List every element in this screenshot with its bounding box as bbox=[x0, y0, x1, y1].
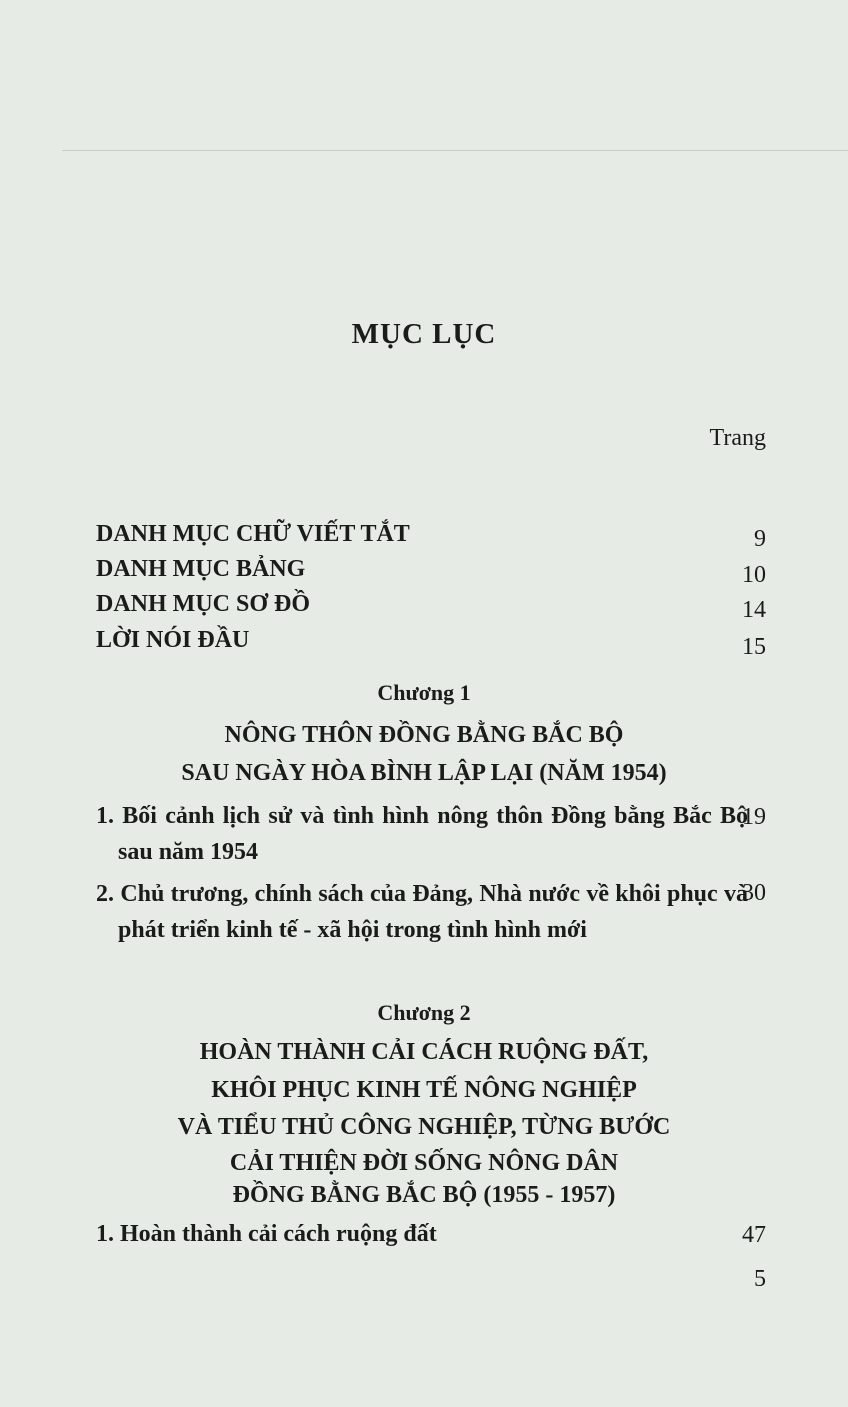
chapter1-heading: Chương 1 bbox=[377, 680, 471, 705]
toc-entry-tables: DANH MỤC BẢNG bbox=[96, 556, 306, 582]
chapter2-title-line3: VÀ TIỂU THỦ CÔNG NGHIỆP, TỪNG BƯỚC bbox=[177, 1114, 671, 1140]
chapter1-title-line2: SAU NGÀY HÒA BÌNH LẬP LẠI (NĂM 1954) bbox=[181, 760, 667, 786]
toc-entry-abbreviations: DANH MỤC CHỮ VIẾT TẮT bbox=[96, 521, 410, 547]
toc-page-tables: 10 bbox=[742, 562, 766, 588]
chapter2-title-line2: KHÔI PHỤC KINH TẾ NÔNG NGHIỆP bbox=[211, 1077, 637, 1103]
chapter2-title-line1: HOÀN THÀNH CẢI CÁCH RUỘNG ĐẤT, bbox=[199, 1039, 649, 1065]
toc-entry-preface: LỜI NÓI ĐẦU bbox=[96, 627, 250, 653]
chapter1-entry-2: 2. Chủ trương, chính sách của Đảng, Nhà nước về khôi phục và phát triển kinh tế - xã hội trong tình hình mới bbox=[96, 881, 748, 943]
chapter1-entry-2-page: 30 bbox=[742, 880, 766, 906]
chapter1-entry-1: 1. Bối cảnh lịch sử và tình hình nông thôn Đồng bằng Bắc Bộ sau năm 1954 bbox=[96, 803, 748, 865]
chapter1-title-line1: NÔNG THÔN ĐỒNG BẰNG BẮC BỘ bbox=[224, 722, 624, 748]
page-column-label: Trang bbox=[709, 425, 766, 451]
chapter2-entry-1-page: 47 bbox=[742, 1222, 766, 1248]
toc-page-diagrams: 14 bbox=[742, 597, 766, 623]
chapter2-heading: Chương 2 bbox=[377, 1000, 471, 1025]
bleed-through-rule bbox=[62, 150, 848, 151]
toc-page-abbreviations: 9 bbox=[754, 526, 766, 552]
chapter1-entry-1-page: 19 bbox=[742, 804, 766, 830]
chapter2-entry-1: 1. Hoàn thành cải cách ruộng đất bbox=[96, 1221, 437, 1247]
page-title: MỤC LỤC bbox=[351, 318, 497, 350]
toc-entry-diagrams: DANH MỤC SƠ ĐỒ bbox=[96, 591, 310, 617]
chapter2-title-line4: CẢI THIỆN ĐỜI SỐNG NÔNG DÂN bbox=[229, 1150, 619, 1176]
toc-page-preface: 15 bbox=[742, 634, 766, 660]
page-number: 5 bbox=[754, 1266, 766, 1292]
chapter2-title-line5: ĐỒNG BẰNG BẮC BỘ (1955 - 1957) bbox=[232, 1182, 616, 1208]
